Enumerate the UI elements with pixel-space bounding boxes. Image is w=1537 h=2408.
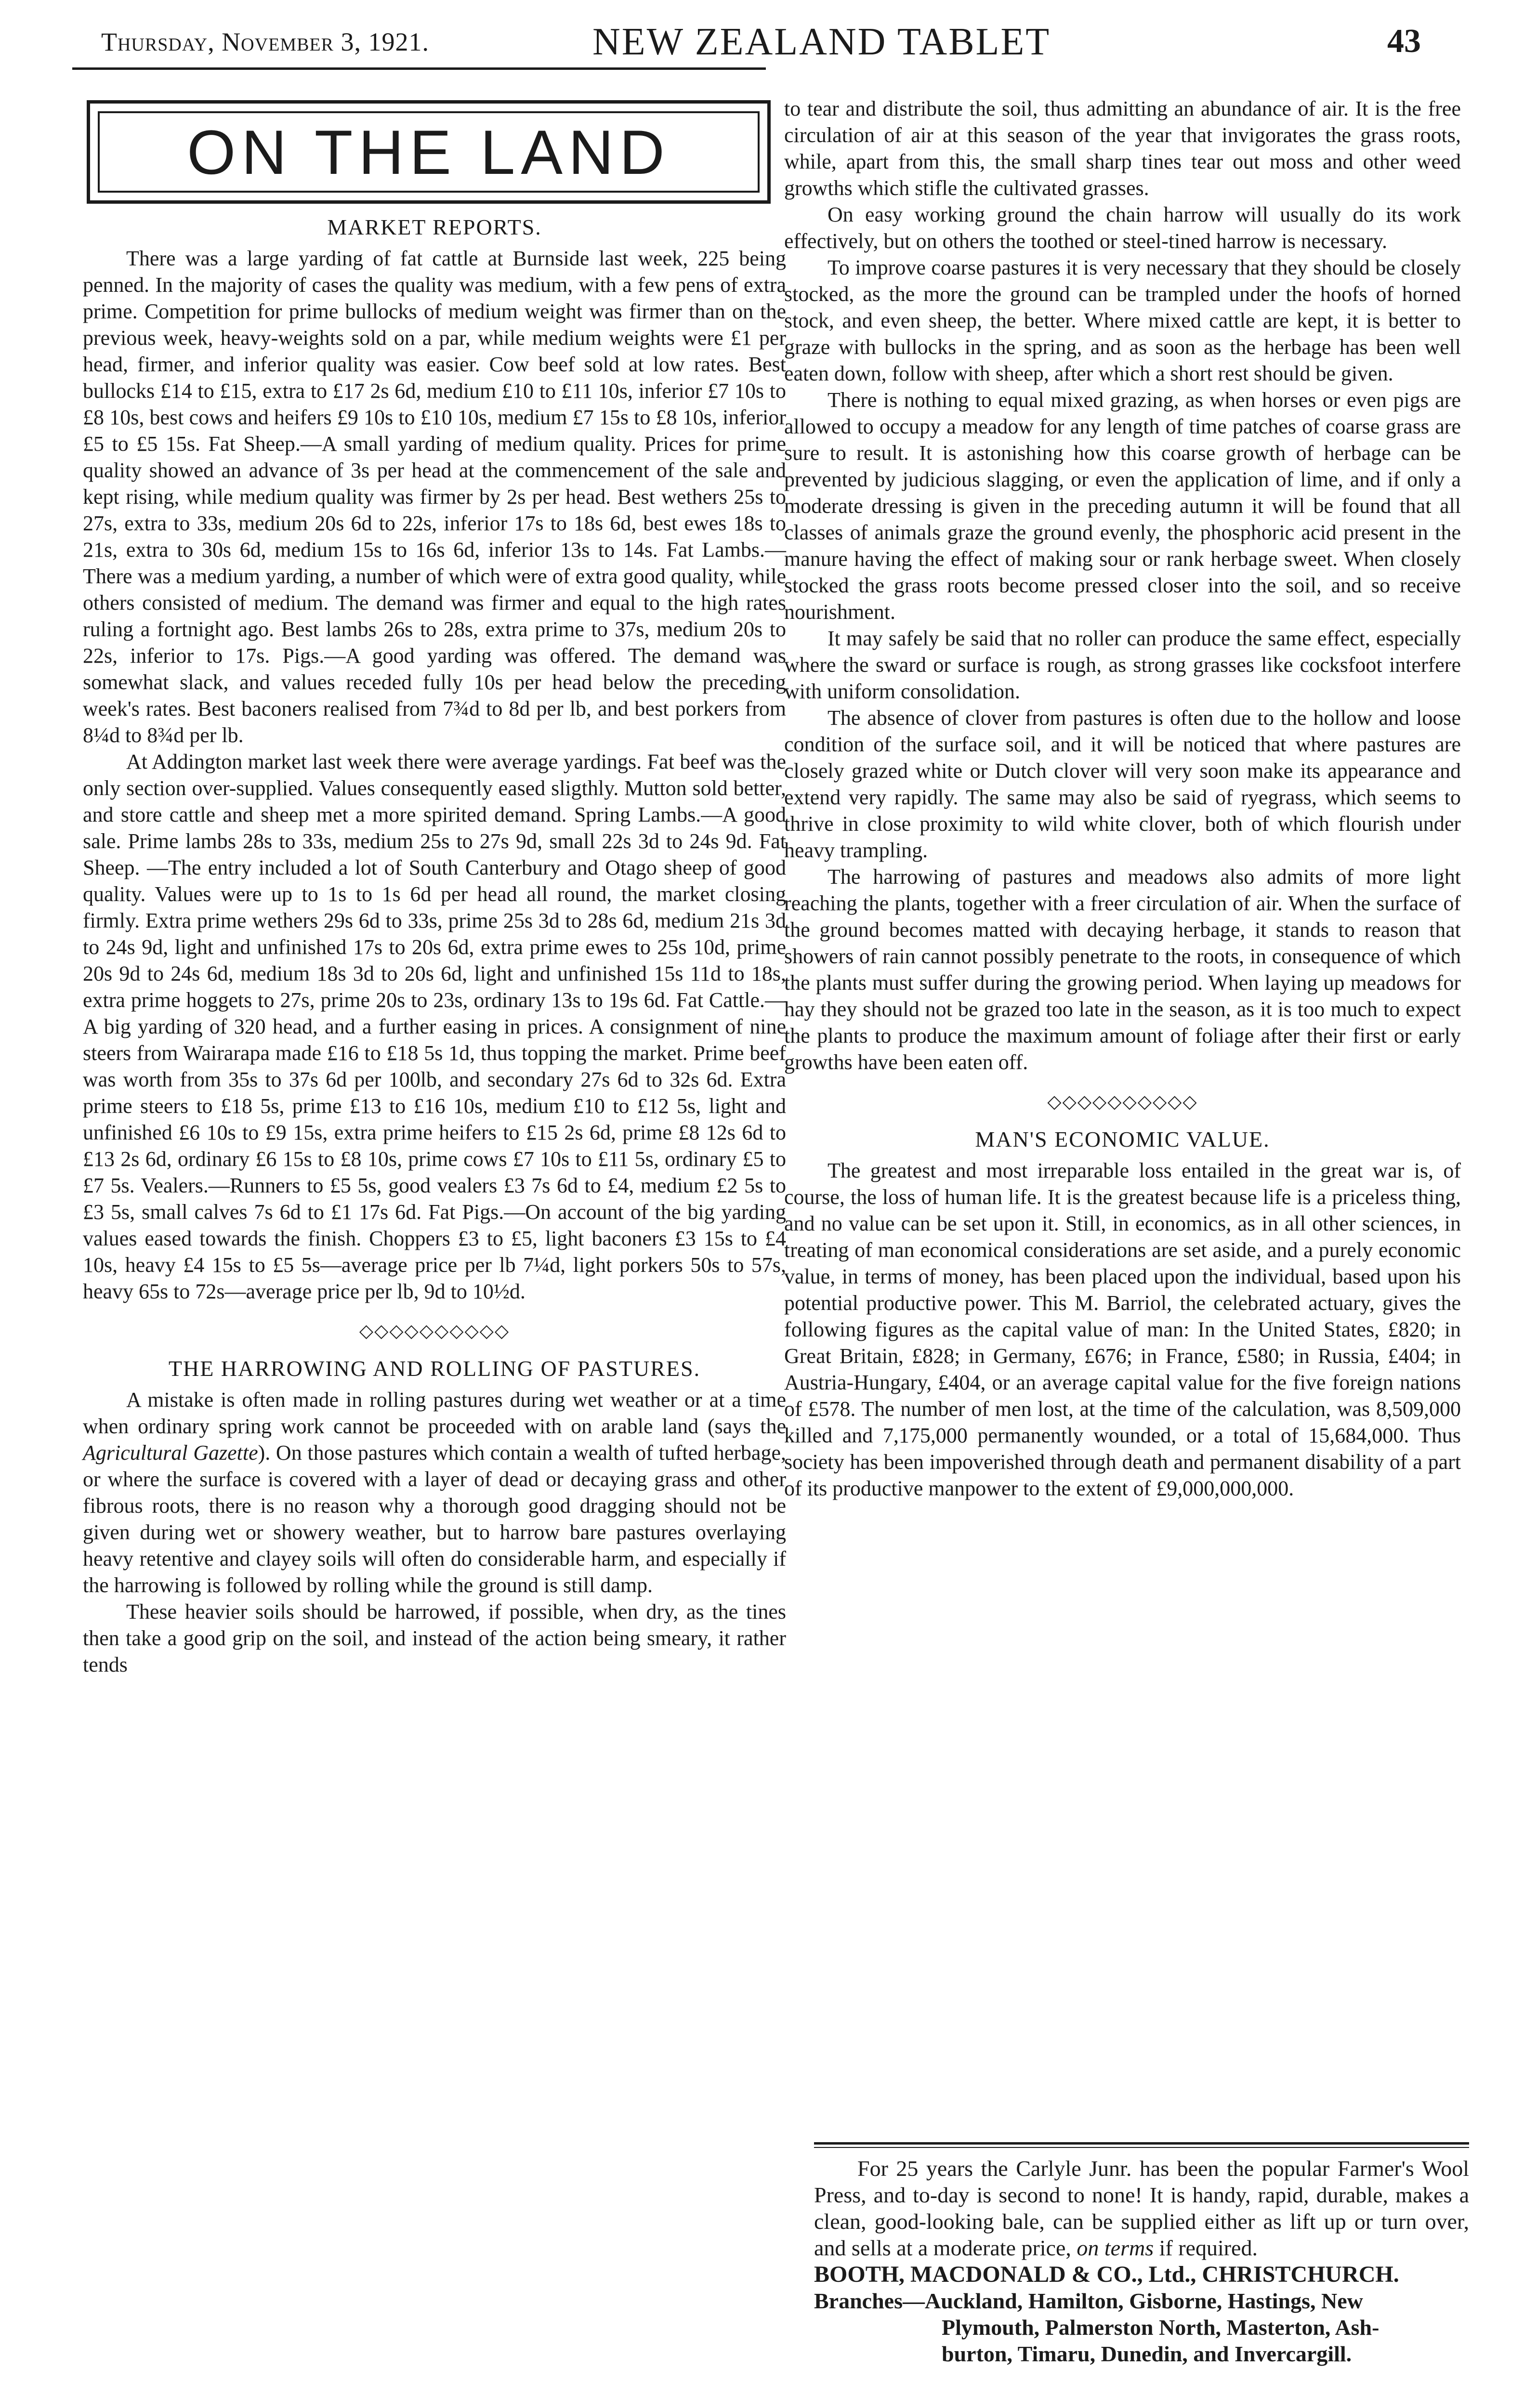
harrowing-paragraph-2-start: These heavier soils should be harrowed, if possible, when dry, as the tines then take a good grip on the soil, and instead of the action being smeary, it rather tends: [83, 1600, 786, 1676]
harrowing-paragraph-1: [83, 1387, 786, 1598]
advert-rule-top: [814, 2142, 1469, 2145]
harrowing-p1-text: A mistake is often made in rolling pastures during wet weather or at a time when ordinary spring work cannot be proceeded with on arable land (says the: [83, 1388, 786, 1438]
page-header: [72, 13, 1440, 71]
left-column: [83, 207, 786, 1678]
section-title: ON THE LAND: [98, 111, 760, 193]
section-divider: ◇◇◇◇◇◇◇◇◇◇: [359, 1321, 510, 1341]
issue-date: Thursday, November 3, 1921.: [101, 27, 429, 56]
harrowing-paragraph-2-cont: to tear and distribute the soil, thus admitting an abundance of air. It is the free circulation of air at this season of the year that invigorates the grass roots, while, apart from this, the small sharp tines tear out moss and other weed growths which stifle the cultivated grasses.: [784, 97, 1461, 200]
market-reports-heading: MARKET REPORTS.: [327, 215, 542, 239]
advert-branches-line-2: Plymouth, Palmerston North, Masterton, Ash-: [942, 2315, 1379, 2340]
harrowing-paragraph-5: There is nothing to equal mixed grazing, as when horses or even pigs are allowed to occupy a meadow for any length of time patches of coarse grass are sure to result. It is astonishing how this coarse growth of herbage can be prevented by judicious slagging, or even the application of lime, and if only a moderate dressing is given in the preceding autumn it will be found that all classes of animals graze the ground evenly, the phosphoric acid present in the manure having the effect of making sour or rank herbage sweet. When closely stocked the grass roots become pressed closer into the soil, and so receive nourishment.: [784, 388, 1461, 624]
harrowing-paragraph-8: The harrowing of pastures and meadows also admits of more light reaching the plants, together with a freer circulation of air. When the surface of the ground becomes matted with decaying herbage, it stands to reason that showers of rain cannot possibly penetrate to the roots, in consequence of which the plants must suffer during the growing period. When laying up meadows for hay they should not be grazed too late in the season, as it is too much to expect the plants to produce the maximum amount of foliage after their first or early growths have been eaten off.: [784, 865, 1461, 1074]
right-column: [784, 95, 1461, 1502]
section-divider-2: ◇◇◇◇◇◇◇◇◇◇: [1047, 1092, 1198, 1112]
advert-text-end: if required.: [1154, 2236, 1258, 2260]
harrowing-p1-text-cont: ). On those pastures which contain a wealth of tufted herbage, or where the surface is covered with a layer of dead or decaying grass and other fibrous roots, there is no reason why a thorough good dragging should not be given during wet or showery weather, but to harrow bare pastures overlaying heavy retentive and clayey soils will often do considerable harm, and especially if the harrowing is followed by rolling while the ground is still damp.: [83, 1441, 786, 1597]
economic-paragraph-1: The greatest and most irreparable loss entailed in the great war is, of course, the loss of human life. It is the greatest because life is a priceless thing, and no value can be set upon it. Still, in economics, as in all other sciences, in treating of man economical considerations are set aside, and a purely economic value, in terms of money, has been placed upon the individual, based upon his potential productive power. This M. Barriol, the celebrated actuary, gives the following figures as the capital value of man: In the United States, £820; in Great Britain, £828; in Germany, £676; in France, £580; in Russia, £404; in Austria-Hungary, £404, or an average capital value for the five foreign nations of £578. The number of men lost, at the time of the calculation, was 8,509,000 killed and 7,175,000 permanently wounded, or a total of 15,684,000. Thus society has been impoverished through death and permanent disability of a part of its productive manpower to the extent of £9,000,000,000.: [784, 1159, 1461, 1500]
harrowing-paragraph-7: The absence of clover from pastures is often due to the hollow and loose condition of the surface soil, and it will be noticed that where pastures are closely grazed white or Dutch clover will very soon make its appearance and extend very rapidly. The same may also be said of ryegrass, which seems to thrive in close proximity to wild white clover, both of which flourish under heavy trampling.: [784, 706, 1461, 862]
advert-firm-name: BOOTH, MACDONALD & CO., Ltd., CHRISTCHURCH.: [814, 2262, 1399, 2287]
advert-branches-line-1: Branches—Auckland, Hamilton, Gisborne, Hastings, New: [814, 2289, 1363, 2313]
wool-press-advert: [814, 2155, 1469, 2367]
source-citation: Agricultural Gazette: [83, 1441, 258, 1465]
market-paragraph-2: At Addington market last week there were average yardings. Fat beef was the only section over-supplied. Values consequently eased sligthly. Mutton sold better, and store cattle and sheep met a more spirited demand. Spring Lambs.—A good sale. Prime lambs 28s to 33s, medium 25s to 27s 9d, small 22s 3d to 24s 9d. Fat Sheep. —The entry included a lot of South Canterbury and Otago sheep of good quality. Values were up to 1s to 1s 6d per head all round, the market closing firmly. Extra prime wethers 29s 6d to 33s, prime 25s 3d to 28s 6d, medium 21s 3d to 24s 9d, light and unfinished 17s to 20s 6d, extra prime ewes to 25s 10d, prime 20s 9d to 24s 6d, medium 18s 3d to 20s 6d, light and unfinished 15s 11d to 18s, extra prime hoggets to 27s, prime 20s to 23s, ordinary 13s to 19s 6d. Fat Cattle.—A big yarding of 320 head, and a further easing in prices. A consignment of nine steers from Wairarapa made £16 to £18 5s 1d, thus topping the market. Prime beef was worth from 35s to 37s 6d per 100lb, and secondary 27s 6d to 32s 6d. Extra prime steers to £18 5s, prime £13 to £16 10s, medium £10 to £12 5s, light and unfinished £6 10s to £9 15s, extra prime heifers to £15 2s 6d, prime £8 12s 6d to £13 2s 6d, ordinary £6 15s to £8 10s, prime cows £7 10s to £11 5s, ordinary £5 to £7 5s. Vealers.—Runners to £5 5s, good vealers £3 7s 6d to £4, medium £2 5s to £3 5s, small calves 7s 6d to £1 17s 6d. Fat Pigs.—On account of the big yarding values eased towards the finish. Choppers £3 to £5, light baconers £3 15s to £4 10s, heavy £4 15s to £5 5s—average price per lb 7¼d, light porkers 50s to 57s, heavy 65s to 72s—average price per lb, 9d to 10½d.: [83, 750, 786, 1303]
header-rule: [72, 67, 766, 70]
harrowing-paragraph-6: It may safely be said that no roller can produce the same effect, especially where the sward or surface is rough, as strong grasses like cocksfoot interfere with uniform consolidation.: [784, 627, 1461, 703]
advert-terms: on terms: [1077, 2236, 1154, 2260]
advert-text: [814, 2155, 1469, 2261]
market-paragraph-1: There was a large yarding of fat cattle at Burnside last week, 225 being penned. In the majority of cases the quality was medium, with a few pens of extra prime. Competition for prime bullocks of medium weight was firmer than on the previous week, heavy-weights sold on a par, while medium weights were £1 per head, firmer, and inferior quality was easier. Cow beef sold at low rates. Best bullocks £14 to £15, extra to £17 2s 6d, medium £10 to £11 10s, inferior £7 10s to £8 10s, best cows and heifers £9 10s to £10 10s, medium £7 15s to £8 10s, inferior £5 to £5 15s. Fat Sheep.—A small yarding of medium quality. Prices for prime quality showed an advance of 3s per head at the commencement of the sale and kept rising, while medium quality was firmer by 2s per head. Best wethers 25s to 27s, extra to 33s, medium 20s 6d to 22s, inferior 17s to 18s 6d, best ewes 18s to 21s, extra to 30s 6d, medium 15s to 16s 6d, inferior 13s to 14s. Fat Lambs.—There was a medium yarding, a number of which were of extra good quality, while others consisted of medium. The demand was firmer and equal to the high rates ruling a fortnight ago. Best lambs 26s to 28s, extra prime to 37s, medium 20s to 22s, inferior to 17s. Pigs.—A good yarding was offered. The demand was somewhat slack, and values receded fully 10s per head below the preceding week's rates. Best baconers realised from 7¾d to 8d per lb, and best porkers from 8¼d to 8¾d per lb.: [83, 247, 786, 747]
harrowing-paragraph-3: On easy working ground the chain harrow will usually do its work effectively, but on others the toothed or steel-tined harrow is necessary.: [784, 203, 1461, 253]
harrowing-paragraph-4: To improve coarse pastures it is very necessary that they should be closely stocked, as the more the ground can be trampled under the hoofs of horned stock, and even sheep, the better. Where mixed cattle are kept, it is better to graze with bullocks in the spring, and as soon as the herbage has been well eaten down, follow with sheep, after which a short rest should be given.: [784, 256, 1461, 385]
advert-text-main: For 25 years the Carlyle Junr. has been the popular Farmer's Wool Press, and to-day is second to none! It is handy, rapid, durable, makes a clean, good-looking bale, can be supplied either as lift up or turn over, and sells at a moderate price,: [814, 2156, 1469, 2260]
newspaper-title: NEW ZEALAND TABLET: [592, 21, 1051, 63]
economic-value-heading: MAN'S ECONOMIC VALUE.: [975, 1127, 1270, 1152]
harrowing-heading: THE HARROWING AND ROLLING OF PASTURES.: [168, 1356, 701, 1381]
page-number: 43: [1387, 23, 1421, 60]
section-title-box: [87, 100, 771, 204]
advert-branches-line-3: burton, Timaru, Dunedin, and Invercargill.: [942, 2342, 1352, 2366]
advert-rule-top-thin: [814, 2147, 1469, 2148]
